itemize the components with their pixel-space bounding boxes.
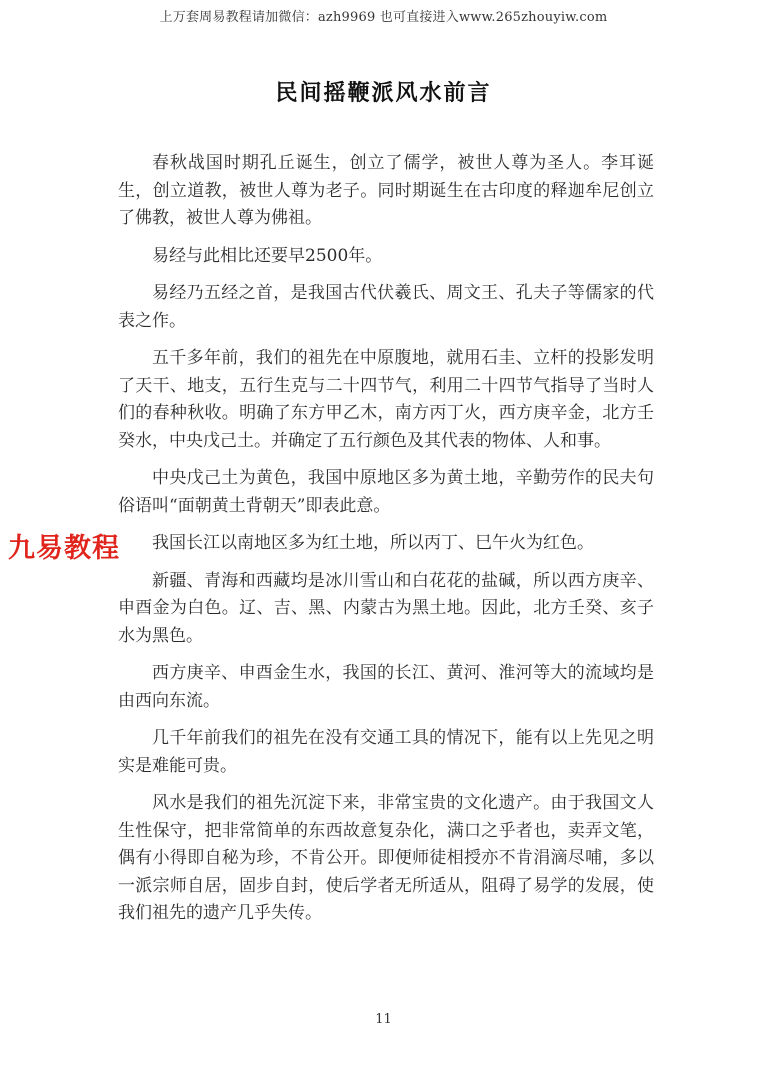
document-body [118,150,654,938]
page-title: 民间摇鞭派风水前言 [275,80,492,106]
paragraph: 中央戊己土为黄色，我国中原地区多为黄土地，辛勤劳作的民夫句俗语叫“面朝黄土背朝天”即表此意。 [118,468,654,516]
paragraph: 易经与此相比还要早2500年。 [152,245,383,266]
paragraph: 西方庚辛、申酉金生水，我国的长江、黄河、淮河等大的流域均是由西向东流。 [118,663,654,711]
paragraph: 易经乃五经之首，是我国古代伏羲氏、周文王、孔夫子等儒家的代表之作。 [118,283,654,331]
watermark-logo: 九易教程 [6,526,122,565]
paragraph: 我国长江以南地区多为红土地，所以丙丁、巳午火为红色。 [152,533,594,553]
paragraph: 新疆、青海和西藏均是冰川雪山和白花花的盐碱，所以西方庚辛、申酉金为白色。辽、吉、黑、内蒙古为黑土地。因此，北方壬癸、亥子水为黑色。 [118,570,654,646]
header-banner: 上万套周易教程请加微信：azh9969 也可直接进入www.265zhouyiw.com [159,10,608,25]
paragraph: 五千多年前，我们的祖先在中原腹地，就用石圭、立杆的投影发明了天干、地支，五行生克与二十四节气，利用二十四节气指导了当时人们的春种秋收。明确了东方甲乙木，南方丙丁火，西方庚辛金，北方壬癸水，中央戊己土。并确定了五行颜色及其代表的物体、人和事。 [118,348,654,451]
paragraph: 风水是我们的祖先沉淀下来，非常宝贵的文化遗产。由于我国文人生性保守，把非常简单的东西故意复杂化，满口之乎者也，卖弄文笔，偶有小得即自秘为珍，不肯公开。即便师徒相授亦不肯涓滴尽哺，多以一派宗师自居，固步自封，使后学者无所适从，阻碍了易学的发展，使我们祖先的遗产几乎失传。 [118,793,654,923]
page-number: 11 [375,1012,392,1027]
paragraph: 几千年前我们的祖先在没有交通工具的情况下，能有以上先见之明实是难能可贵。 [118,728,654,776]
paragraph: 春秋战国时期孔丘诞生，创立了儒学，被世人尊为圣人。李耳诞生，创立道教，被世人尊为老子。同时期诞生在古印度的释迦牟尼创立了佛教，被世人尊为佛祖。 [118,153,654,228]
